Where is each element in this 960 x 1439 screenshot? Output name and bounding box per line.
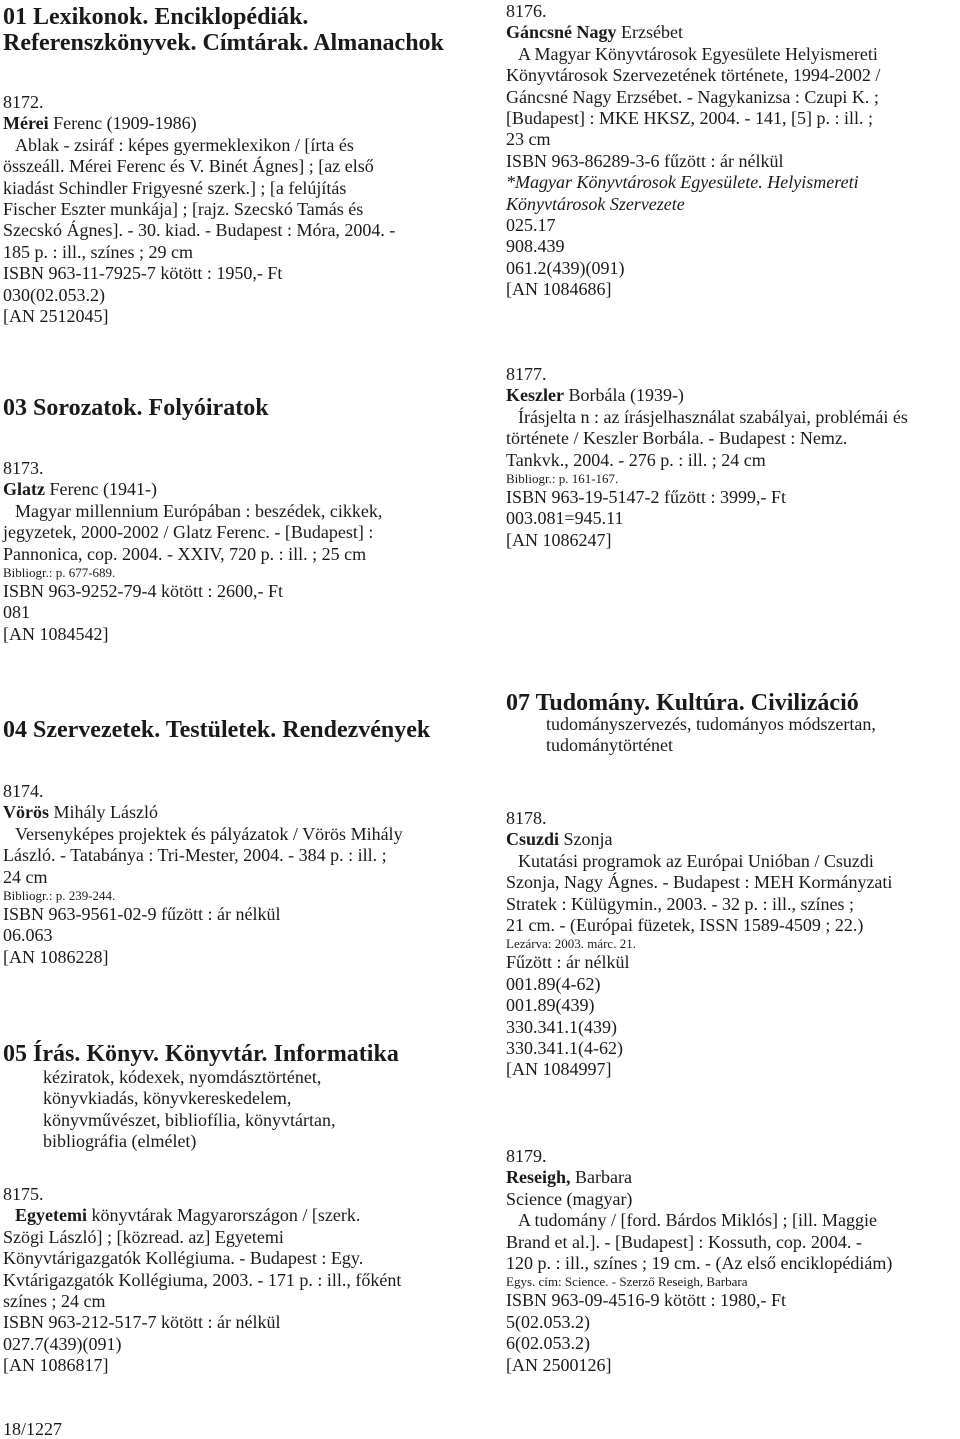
entry-line: ISBN 963-9561-02-9 fűzött : ár nélkül [3,904,281,925]
section-07-subline: tudománytörténet [546,735,673,756]
entry-line: 330.341.1(4-62) [506,1038,623,1059]
section-05-subline: bibliográfia (elmélet) [43,1131,197,1152]
author-surname: Glatz [3,479,45,500]
entry-line: László. - Tatabánya : Tri-Mester, 2004. - 384 p. : ill. ; [3,845,387,866]
author-rest: Szonja [559,829,613,850]
author-rest: Borbála (1939-) [563,385,684,406]
entry-line: 330.341.1(439) [506,1016,617,1037]
entry-note: Lezárva: 2003. márc. 21. [506,936,636,952]
section-03-title: 03 Sorozatok. Folyóiratok [3,395,269,421]
entry-line: 120 p. : ill., színes ; 19 cm. - (Az első enciklopédiám) [506,1253,893,1274]
author-surname: Gáncsné Nagy [506,22,617,43]
entry-8177 [506,364,960,551]
section-05-subline: könyvkiadás, könyvkereskedelem, [43,1088,292,1109]
entry-line: 027.7(439)(091) [3,1333,122,1354]
entry-line: összeáll. Mérei Ferenc és V. Binét Ágnes] ; [az első [3,156,374,177]
entry-line: kiadást Schindler Frigyesné szerk.] ; [a felújítás [3,177,347,198]
entry-line: ISBN 963-19-5147-2 fűzött : 3999,- Ft [506,487,786,508]
entry-author [506,385,960,406]
entry-line: 003.081=945.11 [506,508,624,529]
entry-line: Tankvk., 2004. - 276 p. : ill. ; 24 cm [506,449,766,470]
entry-line: Szögi László] ; [közread. az] Egyetemi [3,1226,284,1247]
entry-line: Stratek : Külügymin., 2003. - 32 p. : ill., színes ; [506,893,854,914]
entry-line: Könyvtárosok Szervezetének története, 1994-2002 / [506,65,881,86]
entry-line: A Magyar Könyvtárosok Egyesülete Helyismereti [518,43,878,64]
entry-8176 [506,1,960,301]
entry-line: A tudomány / [ford. Bárdos Miklós] ; [ill. Maggie [518,1210,877,1231]
entry-number: 8174. [3,781,44,801]
entry-number: 8175. [3,1184,44,1204]
entry-line: [AN 1084686] [506,279,612,300]
entry-line: ISBN 963-9252-79-4 kötött : 2600,- Ft [3,581,284,602]
entry-title [3,1205,463,1226]
entry-line: Gáncsné Nagy Erzsébet. - Nagykanizsa : Czupi K. ; [506,86,879,107]
entry-original-title: Science (magyar) [506,1188,633,1209]
entry-author [506,1167,960,1188]
entry-note: Bibliogr.: p. 161-167. [506,471,619,487]
author-surname: Csuzdi [506,829,560,850]
entry-line: ISBN 963-11-7925-7 kötött : 1950,- Ft [3,263,283,284]
author-surname: Reseigh, [506,1167,571,1188]
entry-author [3,113,463,134]
section-04-title: 04 Szervezetek. Testületek. Rendezvények [3,717,431,743]
entry-line: 06.063 [3,925,53,946]
entry-author [506,829,960,850]
entry-line: Könyvtárigazgatók Kollégiuma. - Budapest : Egy. [3,1248,364,1269]
author-rest: Erzsébet [616,22,683,43]
entry-line: [AN 1084542] [3,623,109,644]
entry-line: 21 cm. - (Európai füzetek, ISSN 1589-4509 ; 22.) [506,915,864,936]
entry-number: 8177. [506,364,547,384]
entry-line: Pannonica, cop. 2004. - XXIV, 720 p. : ill. ; 25 cm [3,543,367,564]
entry-line: Magyar millennium Európában : beszédek, cikkek, [15,500,383,521]
entry-line: [AN 2500126] [506,1354,612,1375]
section-07-subline: tudományszervezés, tudományos módszertan, [546,714,876,734]
entry-8179 [506,1146,960,1376]
entry-8172 [3,92,463,327]
section-01-title-line1: 01 Lexikonok. Enciklopédiák. [3,4,309,30]
entry-line: Írásjelta n : az írásjelhasználat szabályai, problémái és [518,406,908,427]
entry-line: Brand et al.]. - [Budapest] : Kossuth, cop. 2004. - [506,1231,862,1252]
entry-subject-line: *Magyar Könyvtárosok Egyesülete. Helyismereti [506,172,859,193]
entry-line: 001.89(4-62) [506,973,601,994]
entry-8178 [506,808,960,1081]
entry-line: [AN 1084997] [506,1059,612,1080]
entry-line: Szecskó Ágnes]. - 30. kiad. - Budapest : Móra, 2004. - [3,220,396,241]
entry-note: Egys. cím: Science. - Szerző Reseigh, Barbara [506,1274,748,1290]
entry-line: 001.89(439) [506,995,595,1016]
entry-number: 8176. [506,1,547,21]
author-rest: Mihály László [49,802,158,823]
entry-line: 6(02.053.2) [506,1333,590,1354]
entry-line: ISBN 963-86289-3-6 fűzött : ár nélkül [506,150,784,171]
entry-line: története / Keszler Borbála. - Budapest : Nemz. [506,428,848,449]
author-surname: Keszler [506,385,564,406]
entry-line: 23 cm [506,129,551,150]
entry-number: 8179. [506,1146,547,1166]
entry-line: Fűzött : ár nélkül [506,952,630,973]
section-07-heading [506,691,876,757]
entry-line: ISBN 963-09-4516-9 kötött : 1980,- Ft [506,1290,787,1311]
entry-number: 8172. [3,92,44,112]
title-rest: könyvtárak Magyarországon / [szerk. [86,1205,361,1226]
section-05-subline: kéziratok, kódexek, nyomdásztörténet, [43,1067,322,1087]
author-surname: Mérei [3,113,49,134]
section-05-heading [3,1042,399,1153]
entry-line: 5(02.053.2) [506,1311,590,1332]
entry-number: 8173. [3,458,44,478]
entry-line: Kvtárigazgatók Kollégiuma, 2003. - 171 p. : ill., főként [3,1269,402,1290]
entry-line: Ablak - zsiráf : képes gyermeklexikon / [írta és [15,134,354,155]
author-surname: Vörös [3,802,49,823]
section-01-heading [3,4,444,56]
title-lead: Egyetemi [15,1205,87,1226]
entry-line: 24 cm [3,866,48,887]
entry-line: 081 [3,602,30,623]
entry-line: 908.439 [506,236,565,257]
entry-author [3,802,463,823]
entry-number: 8178. [506,808,547,828]
section-05-title: 05 Írás. Könyv. Könyvtár. Informatika [3,1041,399,1067]
entry-line: [AN 1086247] [506,529,612,550]
entry-line: [Budapest] : MKE HKSZ, 2004. - 141, [5] p. : ill. ; [506,108,873,129]
entry-line: ISBN 963-212-517-7 kötött : ár nélkül [3,1312,281,1333]
section-05-subline: könyvművészet, bibliofília, könyvtártan, [43,1109,336,1130]
entry-subject-line: Könyvtárosok Szervezete [506,193,685,214]
section-07-title: 07 Tudomány. Kultúra. Civilizáció [506,690,859,716]
author-rest: Ferenc (1941-) [45,479,157,500]
entry-line: 061.2(439)(091) [506,257,625,278]
entry-line: [AN 1086817] [3,1355,109,1376]
entry-line: 025.17 [506,215,556,236]
entry-8175 [3,1184,463,1377]
entry-line: Versenyképes projektek és pályázatok / Vörös Mihály [15,823,403,844]
entry-line: [AN 2512045] [3,306,109,327]
entry-line: jegyzetek, 2000-2002 / Glatz Ferenc. - [Budapest] : [3,522,374,543]
author-rest: Ferenc (1909-1986) [48,113,197,134]
entry-note: Bibliogr.: p. 239-244. [3,888,116,904]
page-number: 18/1227 [3,1419,63,1439]
entry-author [3,479,463,500]
entry-line: 185 p. : ill., színes ; 29 cm [3,241,193,262]
entry-line: 030(02.053.2) [3,284,105,305]
entry-author [506,22,960,43]
entry-line: Szonja, Nagy Ágnes. - Budapest : MEH Kormányzati [506,872,893,893]
entry-8173 [3,458,463,645]
entry-line: Fischer Eszter munkája] ; [rajz. Szecskó Tamás és [3,199,364,220]
author-rest: Barbara [570,1167,632,1188]
entry-line: [AN 1086228] [3,946,109,967]
entry-line: színes ; 24 cm [3,1291,106,1312]
section-01-title-line2: Referenszkönyvek. Címtárak. Almanachok [3,30,444,56]
entry-note: Bibliogr.: p. 677-689. [3,565,116,581]
entry-8174 [3,781,463,968]
entry-line: Kutatási programok az Európai Unióban / Csuzdi [518,850,874,871]
